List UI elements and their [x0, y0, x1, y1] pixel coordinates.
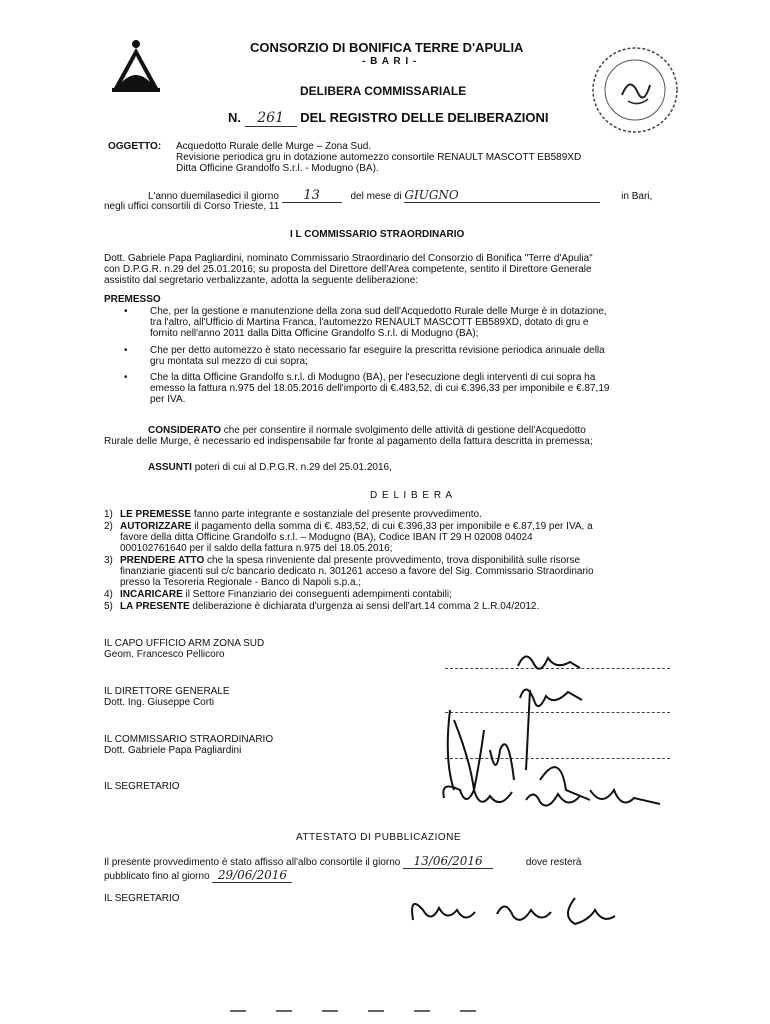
delibera-4-line-1: il Settore Finanziario dei conseguenti adempimenti contabili;	[182, 589, 452, 600]
registry-number-line	[228, 110, 548, 127]
delibera-3-line-3: presso la Tesoreria Regionale - Banco di Napoli s.p.a.;	[120, 577, 362, 588]
attestato-date-1: 13/06/2016	[403, 856, 493, 869]
registry-n-suffix: DEL REGISTRO DELLE DELIBERAZIONI	[300, 110, 549, 125]
oggetto-label: OGGETTO:	[108, 141, 162, 152]
attestato-segretario: IL SEGRETARIO	[104, 893, 180, 904]
intro-line-2: con D.P.G.R. n.29 del 25.01.2016; su proposta del Direttore dell'Area competente, sentito il Direttore Generale	[104, 264, 592, 275]
considerato-line-2: Rurale delle Murge, è necessario ed indispensabile far fronte al pagamento della fattura descritta in premessa;	[104, 436, 593, 447]
delibera-3-label: PRENDERE ATTO	[120, 555, 205, 566]
premesso-1-line-2: tra l'altro, all'Ufficio di Martina Franca, l'automezzo RENAULT MASCOTT EB589XD, dotato di gru e	[150, 317, 589, 328]
signatory-2-name: Dott. Ing. Giuseppe Corti	[104, 697, 215, 708]
delibera-2-num: 2)	[104, 521, 113, 532]
delibera-1-num: 1)	[104, 509, 113, 520]
premesso-label: PREMESSO	[104, 294, 161, 305]
delibera-title: D E L I B E R A	[370, 490, 453, 501]
delibera-4-label: INCARICARE	[120, 589, 183, 600]
delibera-2-line-1: il pagamento della somma di €. 483,52, di cui €.396,33 per imponibile e €.87,19 per IVA, a	[191, 521, 593, 532]
assunti-text: poteri di cui al D.P.G.R. n.29 del 25.01.2016,	[194, 462, 392, 473]
considerato-line-1	[148, 425, 586, 437]
delibera-2-label: AUTORIZZARE	[120, 521, 192, 532]
attestato-text-1: Il presente provvedimento è stato affisso all'albo consortile il giorno	[104, 857, 401, 868]
considerato-label: CONSIDERATO	[148, 425, 221, 436]
premesso-2-line-2: gru montata sul mezzo di cui sopra;	[150, 356, 308, 367]
oggetto-line-3: Ditta Officine Grandolfo S.r.l. - Modugno (BA).	[176, 163, 379, 174]
date-text-1: L'anno duemilasedici il giorno	[148, 191, 279, 202]
registry-number: 261	[245, 110, 297, 127]
official-stamp	[590, 45, 680, 135]
premesso-1-line-3: fornito nell'anno 2011 dalla Ditta Officine Grandolfo S.r.l. di Modugno (BA);	[150, 328, 479, 339]
intro-line-1: Dott. Gabriele Papa Pagliardini, nominato Commissario Straordinario del Consorzio di Bonifica "Terre d'Apulia"	[104, 253, 593, 264]
attestato-line-2	[104, 870, 292, 883]
date-month: GIUGNO	[404, 190, 600, 203]
signatory-1-name: Geom. Francesco Pellicoro	[104, 649, 225, 660]
premesso-3-line-1: Che la ditta Officine Grandolfo s.r.l. di Modugno (BA), per l'esecuzione degli interventi di cui sopra ha	[150, 372, 596, 383]
signatory-3-name: Dott. Gabriele Papa Pagliardini	[104, 745, 242, 756]
attestato-title: ATTESTATO DI PUBBLICAZIONE	[296, 832, 462, 843]
delibera-2-line-3: 000102761640 per il saldo della fattura n.975 del 18.05.2016;	[120, 543, 393, 554]
doc-type: DELIBERA COMMISSARIALE	[300, 84, 467, 98]
handwritten-signatures	[430, 640, 690, 840]
delibera-4-num: 4)	[104, 589, 113, 600]
commissario-title: I L COMMISSARIO STRAORDINARIO	[290, 229, 465, 240]
delibera-1-label: LE PREMESSE	[120, 509, 192, 520]
intro-line-3: assistito dal segretario verbalizzante, adotta la seguente deliberazione:	[104, 275, 419, 286]
scan-dashes	[230, 1000, 510, 1004]
attestato-line-1	[104, 856, 582, 869]
consorzio-logo	[108, 38, 164, 96]
attestato-text-3: pubblicato fino al giorno	[104, 871, 210, 882]
date-line-2: negli uffici consortili di Corso Trieste, 11	[104, 201, 280, 212]
date-text-2: del mese di	[350, 191, 402, 202]
signatory-1-role: IL CAPO UFFICIO ARM ZONA SUD	[104, 638, 265, 649]
delibera-1-line-1: fanno parte integrante e sostanziale del presente provvedimento.	[191, 509, 482, 520]
considerato-text-1: che per consentire il normale svolgimento delle attività di gestione dell'Acquedotto	[223, 425, 586, 436]
assunti-line	[148, 462, 392, 474]
signatory-2-role: IL DIRETTORE GENERALE	[104, 686, 230, 697]
date-text-3: in Bari,	[621, 191, 653, 202]
signatory-4-role: IL SEGRETARIO	[104, 781, 180, 792]
delibera-3-line-2: finanziarie giacenti sul c/c bancario dedicato n. 301261 acceso a favore del Sig. Commissario Straordinario	[120, 566, 594, 577]
attestato-signature	[405, 880, 635, 930]
premesso-3-line-2: emesso la fattura n.975 del 18.05.2016 dell'importo di €.483,52, di cui €.396,33 per imponibile e €.87,19	[150, 383, 610, 394]
signatory-3-role: IL COMMISSARIO STRAORDINARIO	[104, 734, 274, 745]
bullet: •	[124, 306, 128, 317]
delibera-5-num: 5)	[104, 601, 113, 612]
delibera-3-num: 3)	[104, 555, 113, 566]
bullet: •	[124, 345, 128, 356]
delibera-3-line-1: che la spesa rinveniente dal presente provvedimento, trova disponibilità sulle risorse	[204, 555, 581, 566]
org-name: CONSORZIO DI BONIFICA TERRE D'APULIA	[250, 40, 524, 55]
delibera-2-line-2: favore della ditta Officine Grandolfo s.r.l. – Modugno (BA), Codice IBAN IT 29 H 02008 04024	[120, 532, 533, 543]
registry-n-prefix: N.	[228, 110, 241, 125]
oggetto-line-2: Revisione periodica gru in dotazione automezzo consortile RENAULT MASCOTT EB589XD	[176, 152, 582, 163]
premesso-3-line-3: per IVA.	[150, 394, 186, 405]
premesso-2-line-1: Che per detto automezzo è stato necessario far eseguire la prescritta revisione periodica annuale della	[150, 345, 605, 356]
premesso-1-line-1: Che, per la gestione e manutenzione della zona sud dell'Acquedotto Rurale delle Murge è in dotazione,	[150, 306, 607, 317]
attestato-text-2: dove resterà	[525, 857, 582, 868]
assunti-label: ASSUNTI	[148, 462, 192, 473]
date-day: 13	[282, 190, 342, 203]
bullet: •	[124, 372, 128, 383]
oggetto-line-1: Acquedotto Rurale delle Murge – Zona Sud.	[176, 141, 372, 152]
attestato-date-2: 29/06/2016	[212, 870, 292, 883]
delibera-5-label: LA PRESENTE	[120, 601, 190, 612]
org-city: - B A R I -	[362, 56, 418, 67]
delibera-5-line-1: deliberazione è dichiarata d'urgenza ai sensi dell'art.14 comma 2 L.R.04/2012.	[189, 601, 540, 612]
